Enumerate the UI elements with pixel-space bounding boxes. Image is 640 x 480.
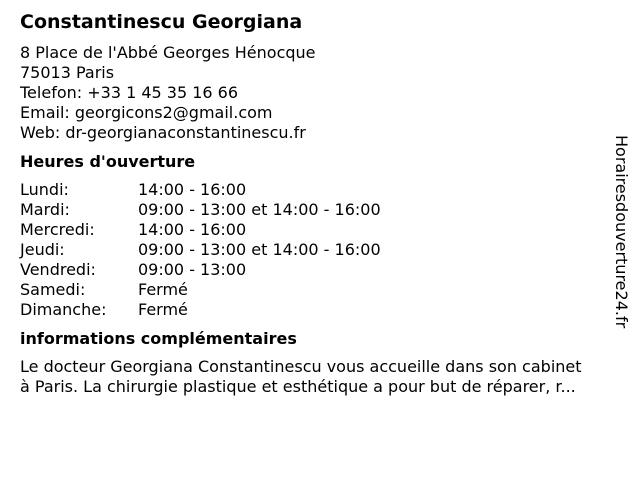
- email-line[interactable]: Email: georgicons2@gmail.com: [20, 103, 273, 122]
- hours-row-samedi: [20, 280, 626, 300]
- phone-line[interactable]: Telefon: +33 1 45 35 16 66: [20, 83, 239, 102]
- info-text-line: à Paris. La chirurgie plastique et esthétique a pour but de réparer, r...: [20, 377, 576, 396]
- brand-watermark: Horairesdouverture24.fr: [612, 135, 631, 329]
- day-label: Mercredi:: [20, 220, 95, 239]
- hours-row-mardi: [20, 200, 626, 220]
- day-label: Lundi:: [20, 180, 69, 199]
- hours-row-vendredi: [20, 260, 626, 280]
- hours-value: 09:00 - 13:00 et 14:00 - 16:00: [138, 200, 381, 219]
- hours-value: Fermé: [138, 300, 188, 319]
- day-label: Dimanche:: [20, 300, 107, 319]
- additional-info-title: informations complémentaires: [20, 329, 297, 348]
- day-label: Jeudi:: [20, 240, 65, 259]
- hours-row-jeudi: [20, 240, 626, 260]
- hours-value: 14:00 - 16:00: [138, 180, 247, 199]
- opening-hours-title: Heures d'ouverture: [20, 152, 196, 171]
- hours-value: 09:00 - 13:00 et 14:00 - 16:00: [138, 240, 381, 259]
- website-line[interactable]: Web: dr-georgianaconstantinescu.fr: [20, 123, 306, 142]
- additional-info-text: [20, 357, 626, 397]
- hours-value: Fermé: [138, 280, 188, 299]
- opening-hours-table: [20, 180, 626, 320]
- info-text-line: Le docteur Georgiana Constantinescu vous accueille dans son cabinet: [20, 357, 582, 376]
- contact-block: [20, 43, 626, 143]
- day-label: Samedi:: [20, 280, 86, 299]
- day-label: Mardi:: [20, 200, 70, 219]
- hours-row-lundi: [20, 180, 626, 200]
- hours-value: 09:00 - 13:00: [138, 260, 247, 279]
- business-name: Constantinescu Georgiana: [20, 11, 303, 33]
- address-street: 8 Place de l'Abbé Georges Hénocque: [20, 43, 316, 62]
- day-label: Vendredi:: [20, 260, 96, 279]
- hours-row-mercredi: [20, 220, 626, 240]
- business-card: [20, 10, 626, 397]
- hours-row-dimanche: [20, 300, 626, 320]
- address-city: 75013 Paris: [20, 63, 115, 82]
- hours-value: 14:00 - 16:00: [138, 220, 247, 239]
